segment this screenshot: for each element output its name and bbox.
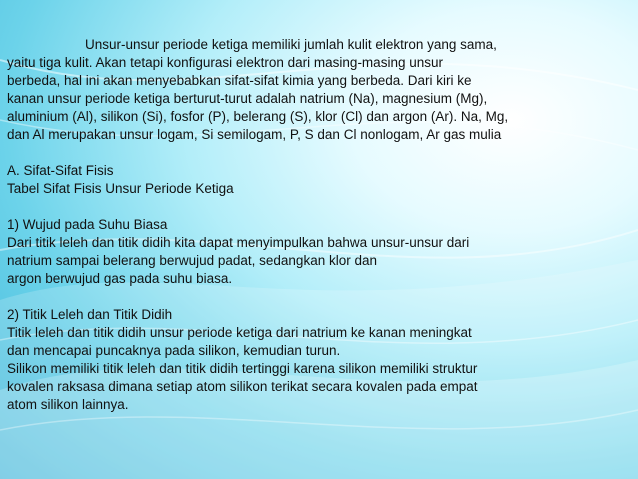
- spacer: [7, 198, 632, 216]
- slide-body: [7, 36, 632, 414]
- intro-line: Unsur-unsur periode ketiga memiliki jumlah kulit elektron yang sama,: [85, 37, 497, 52]
- intro-line: kanan unsur periode ketiga berturut-turut adalah natrium (Na), magnesium (Mg),: [7, 91, 488, 106]
- intro-line: berbeda, hal ini akan menyebabkan sifat-sifat kimia yang berbeda. Dari kiri ke: [7, 73, 472, 88]
- titik-line: atom silikon lainnya.: [7, 397, 129, 412]
- section-a-subheading: Tabel Sifat Fisis Unsur Periode Ketiga: [7, 181, 234, 196]
- titik-heading: 2) Titik Leleh dan Titik Didih: [7, 307, 173, 322]
- titik-line: dan mencapai puncaknya pada silikon, kemudian turun.: [7, 343, 341, 358]
- section-a-heading: A. Sifat-Sifat Fisis: [7, 163, 114, 178]
- spacer: [7, 144, 632, 162]
- wujud-line: Dari titik leleh dan titik didih kita dapat menyimpulkan bahwa unsur-unsur dari: [7, 235, 470, 250]
- intro-line: dan Al merupakan unsur logam, Si semilogam, P, S dan Cl nonlogam, Ar gas mulia: [7, 127, 502, 142]
- intro-line: yaitu tiga kulit. Akan tetapi konfigurasi elektron dari masing-masing unsur: [7, 55, 443, 70]
- titik-line: Silikon memiliki titik leleh dan titik didih tertinggi karena silikon memiliki struktur: [7, 361, 478, 376]
- spacer: [7, 288, 632, 306]
- wujud-line: natrium sampai belerang berwujud padat, sedangkan klor dan: [7, 253, 377, 268]
- wujud-line: argon berwujud gas pada suhu biasa.: [7, 271, 233, 286]
- wujud-heading: 1) Wujud pada Suhu Biasa: [7, 217, 168, 232]
- titik-line: Titik leleh dan titik didih unsur periode ketiga dari natrium ke kanan meningkat: [7, 325, 472, 340]
- titik-line: kovalen raksasa dimana setiap atom silikon terikat secara kovalen pada empat: [7, 379, 478, 394]
- intro-line: aluminium (Al), silikon (Si), fosfor (P), belerang (S), klor (Cl) dan argon (Ar). Na, Mg,: [7, 109, 509, 124]
